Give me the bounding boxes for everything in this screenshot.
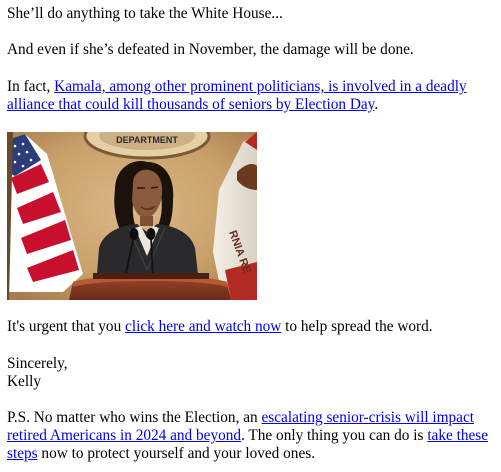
alliance-prefix: In fact, [7, 78, 55, 95]
alliance-paragraph [0, 78, 497, 114]
intro-line: She’ll do anything to take the White House... [7, 5, 283, 22]
alliance-suffix: . [374, 96, 379, 113]
second-line: And even if she’s defeated in November, the damage will be done. [7, 41, 414, 58]
ps-prefix: P.S. No matter who wins the Election, an [7, 409, 262, 426]
take-these-steps-link[interactable]: take these steps [7, 427, 489, 462]
ps-suffix: now to protect yourself and your loved ones. [37, 445, 316, 462]
seal-text: DEPARTMENT [116, 135, 178, 145]
deadly-alliance-link[interactable]: Kamala, among other prominent politicians, is involved in a deadly alliance that could kill thousands of seniors by Election Day [7, 78, 467, 113]
ps-paragraph [0, 409, 497, 463]
flag-text: RNIA RE [226, 228, 253, 276]
signoff: Sincerely, [7, 355, 68, 372]
ps-middle: . The only thing you can do is [241, 427, 428, 444]
senior-crisis-link[interactable]: escalating senior-crisis will impact retired Americans in 2024 and beyond [7, 409, 475, 444]
podium [69, 273, 231, 300]
watch-now-link[interactable]: click here and watch now [125, 318, 282, 335]
signature-name: Kelly [7, 373, 41, 390]
signature-block [0, 355, 497, 391]
urgent-paragraph [0, 318, 497, 336]
speaker-photo[interactable] [7, 132, 257, 300]
urgent-prefix: It's urgent that you [7, 318, 126, 335]
urgent-suffix: to help spread the word. [281, 318, 433, 335]
